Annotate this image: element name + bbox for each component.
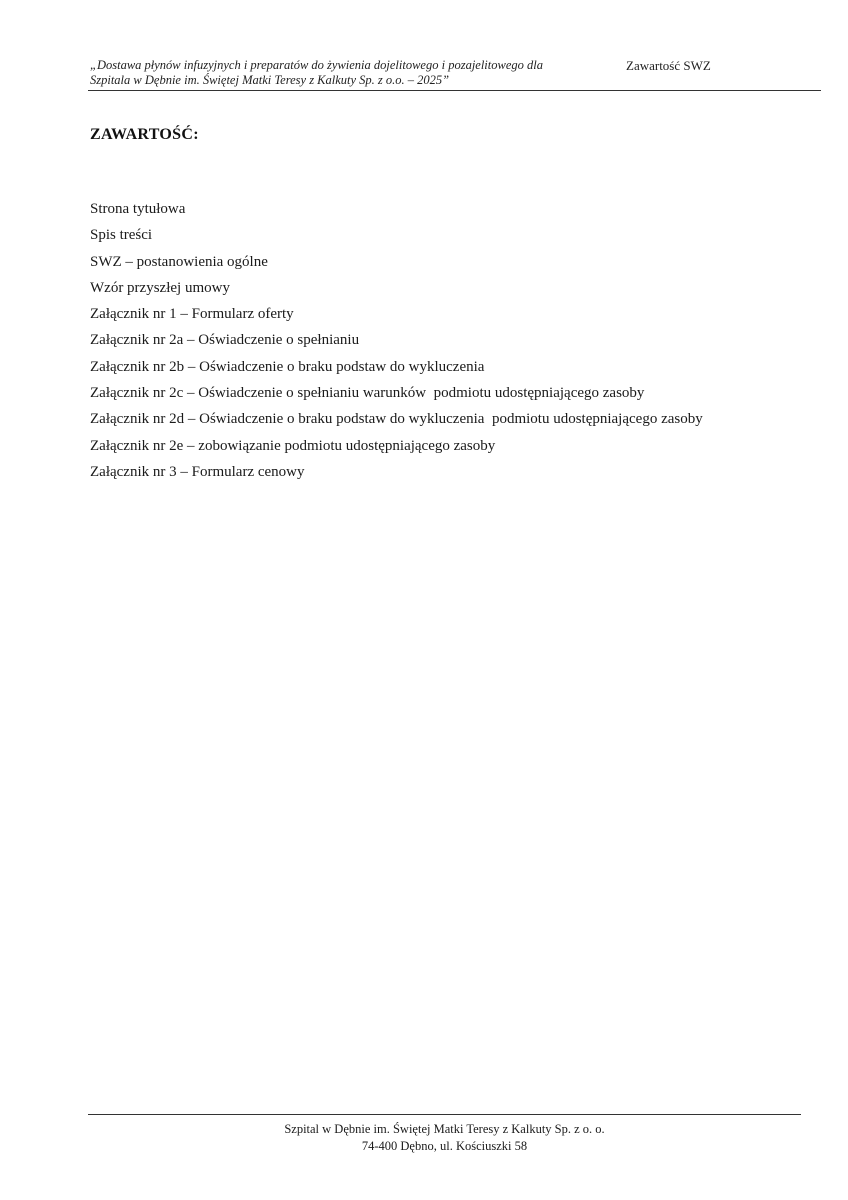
list-item: Załącznik nr 2d – Oświadczenie o braku podstaw do wykluczenia podmiotu udostępniającego zasoby [90,411,703,428]
header-divider [88,90,821,91]
header-document-name: Zawartość SWZ [626,58,711,73]
list-item: Załącznik nr 2c – Oświadczenie o spełnianiu warunków podmiotu udostępniającego zasoby [90,385,645,402]
header-title [90,58,630,88]
list-item: Załącznik nr 2a – Oświadczenie o spełnianiu [90,332,360,349]
list-item: Spis treści [90,227,153,244]
list-item: SWZ – postanowienia ogólne [90,253,268,270]
contents-list [90,196,703,485]
page-title: ZAWARTOŚĆ: [90,126,199,143]
list-item: Załącznik nr 3 – Formularz cenowy [90,463,305,480]
list-item: Załącznik nr 2b – Oświadczenie o braku podstaw do wykluczenia [90,358,485,375]
footer-line-2: 74-400 Dębno, ul. Kościuszki 58 [361,1139,528,1153]
list-item: Załącznik nr 1 – Formularz oferty [90,306,294,323]
list-item: Wzór przyszłej umowy [90,279,230,296]
list-item: Strona tytułowa [90,201,186,217]
footer-line-1: Szpital w Dębnie im. Świętej Matki Teresy z Kalkuty Sp. z o. o. [284,1122,605,1136]
footer-divider [88,1114,801,1115]
header-title-line-1: „Dostawa płynów infuzyjnych i preparatów do żywienia dojelitowego i pozajelitowego dla [90,58,543,72]
list-item: Załącznik nr 2e – zobowiązanie podmiotu udostępniającego zasoby [90,437,496,454]
header-title-line-2: Szpitala w Dębnie im. Świętej Matki Teresy z Kalkuty Sp. z o.o. – 2025” [90,73,450,87]
footer [88,1121,801,1155]
